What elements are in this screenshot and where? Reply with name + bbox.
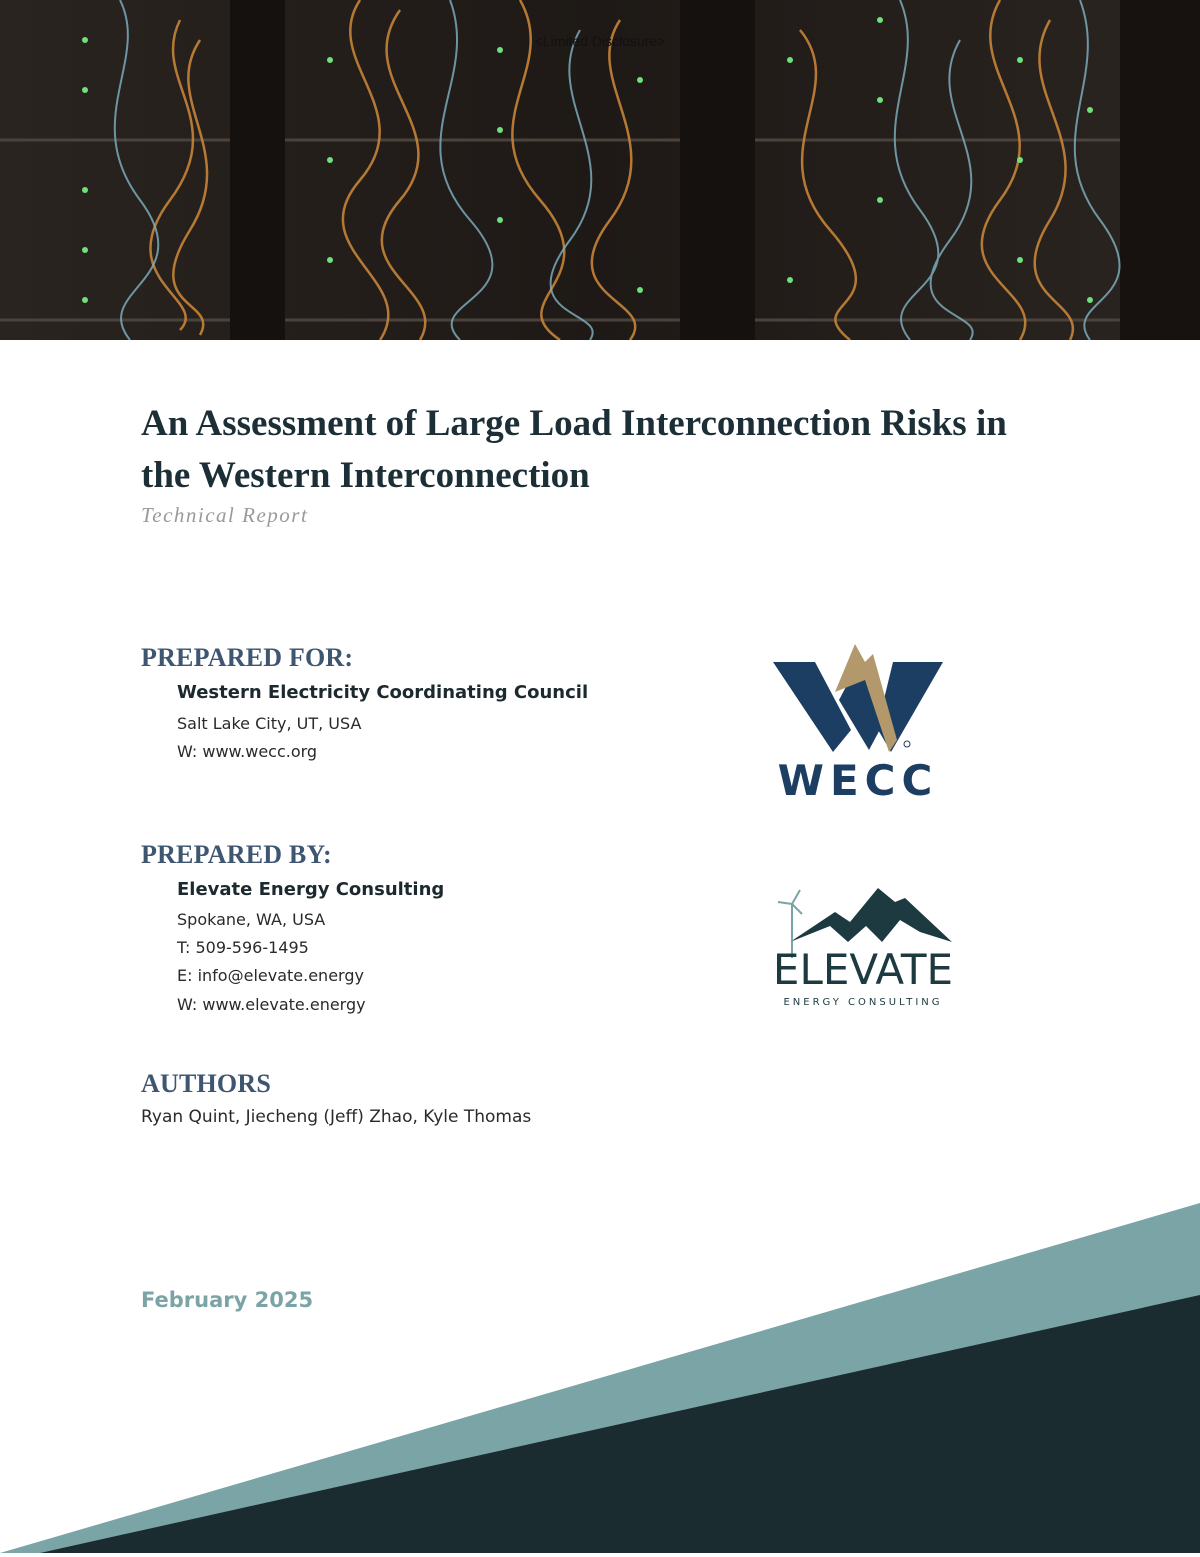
prepared-by-location: Spokane, WA, USA <box>177 910 326 929</box>
prepared-for-location: Salt Lake City, UT, USA <box>177 714 362 733</box>
report-title <box>141 398 1101 502</box>
prepared-for-org: Western Electricity Coordinating Council <box>177 682 589 703</box>
prepared-by-heading: PREPARED BY: <box>141 840 332 869</box>
wecc-logo <box>773 640 948 759</box>
disclosure-label: <Limited Disclosure> <box>534 33 666 49</box>
prepared-for-web[interactable]: W: www.wecc.org <box>177 742 318 761</box>
footer-decoration <box>0 1200 1200 1557</box>
prepared-by-phone: T: 509-596-1495 <box>177 938 309 957</box>
hero-image <box>0 0 1200 340</box>
authors-heading: AUTHORS <box>141 1069 271 1098</box>
authors-names: Ryan Quint, Jiecheng (Jeff) Zhao, Kyle Thomas <box>141 1107 532 1127</box>
footer-diagonal-bands <box>0 1200 1200 1553</box>
report-title-line-2: the Western Interconnection <box>141 455 590 496</box>
elevate-logo-tagline: ENERGY CONSULTING <box>783 997 943 1008</box>
prepared-by-email[interactable]: E: info@elevate.energy <box>177 966 364 985</box>
wecc-logo-text: WECC <box>777 756 939 805</box>
wecc-w-mark-icon <box>773 640 948 755</box>
server-rack-illustration <box>0 0 1200 340</box>
report-date: February 2025 <box>141 1288 314 1312</box>
prepared-by-web[interactable]: W: www.elevate.energy <box>177 995 366 1014</box>
prepared-by-org: Elevate Energy Consulting <box>177 879 445 900</box>
prepared-for-heading: PREPARED FOR: <box>141 643 354 672</box>
elevate-logo-text: ELEVATE <box>772 945 954 994</box>
report-subtitle: Technical Report <box>141 503 309 527</box>
report-title-line-1: An Assessment of Large Load Interconnection Risks in <box>141 403 1007 444</box>
